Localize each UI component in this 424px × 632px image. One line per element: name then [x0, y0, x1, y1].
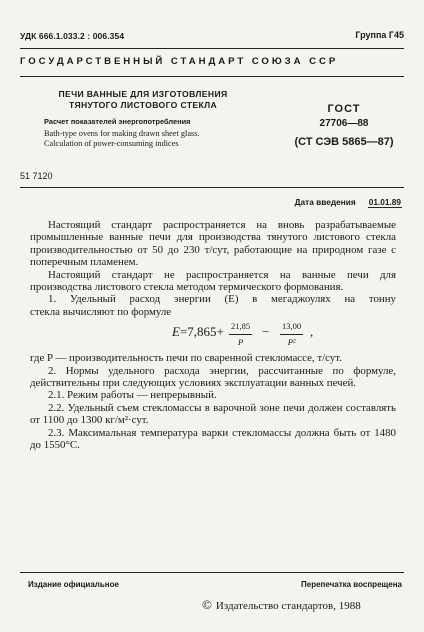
paragraph-clause-1: 1. Удельный расход энергии (E) в мегаджоулях на тонну [48, 293, 396, 306]
fraction-2-denominator: P² [287, 336, 296, 347]
official-edition-note: Издание официальное [28, 580, 119, 589]
paragraph-clause-1-cont: стекла вычисляют по формуле [30, 305, 172, 318]
paragraph-clause-2-1: 2.1. Режим работы — непрерывный. [48, 389, 217, 402]
publisher-name: Издательство стандартов, 1988 [215, 600, 361, 612]
formula-eq: =7,865+ [179, 324, 224, 340]
st-sev-number: (СТ СЭВ 5865—87) [294, 136, 394, 148]
introduction-date-value: 01.01.89 [368, 197, 401, 207]
formula-tail: , [310, 324, 314, 340]
gost-label: ГОСТ [327, 103, 361, 115]
footer-rule [20, 572, 404, 573]
document-subtitle: Расчет показателей энергопотребления [44, 117, 191, 126]
paragraph-scope: Настоящий стандарт распространяется на вновь разрабатываемые промышленные ванные печи для производства тянутого листового стекла производительностью от 50 до 230 т/сут, работающие на природном газе с поперечным пламенем. [30, 219, 396, 269]
introduction-date-label: Дата введения [294, 197, 356, 207]
english-title: Bath-type ovens for making drawn sheet glass. Calculation of power-consuming indices [44, 129, 200, 148]
paragraph-clause-2-2: 2.2. Удельный съем стекломассы в варочной зоне печи должен составлять от 1100 до 1300 кг/м²·сут. [30, 401, 396, 427]
fraction-2-numerator: 13,00 [280, 320, 303, 334]
udk-code: УДК 666.1.033.2 : 006.354 [20, 31, 125, 41]
okp-code: 51 7120 [20, 171, 53, 181]
paragraph-exclusion: Настоящий стандарт не распространяется на ванные печи для производства листового стекла методом термического формования. [30, 268, 396, 294]
paragraph-clause-2: 2. Нормы удельного расхода энергии, рассчитанные по формуле, действительны при следующих условиях эксплуатации ванных печей. [30, 364, 396, 390]
copyright-icon: © [202, 597, 212, 612]
standard-body [30, 219, 396, 452]
fraction-1-numerator: 21,85 [229, 320, 252, 334]
formula-fraction-2 [280, 320, 303, 348]
reprint-prohibited-note: Перепечатка воспрещена [301, 580, 402, 589]
formula-fraction-1 [229, 320, 252, 348]
formula-lhs: E=7,865+ [172, 324, 224, 340]
top-rule [20, 48, 404, 49]
document-title: ПЕЧИ ВАННЫЕ ДЛЯ ИЗГОТОВЛЕНИЯ ТЯНУТОГО ЛИСТОВОГО СТЕКЛА [58, 89, 228, 110]
title-block [38, 89, 248, 148]
gost-block [288, 103, 400, 148]
paragraph-where: где P — производительность печи по сваренной стекломассе, т/сут. [30, 352, 342, 365]
introduction-date [295, 197, 402, 207]
state-standard-heading: ГОСУДАРСТВЕННЫЙ СТАНДАРТ СОЮЗА ССР [20, 56, 339, 67]
fraction-1-denominator: P [237, 336, 244, 347]
group-code: Группа Г45 [355, 30, 404, 40]
energy-formula [30, 318, 396, 352]
gost-number: 27706—88 [319, 118, 369, 129]
okp-rule [20, 187, 404, 188]
paragraph-clause-2-3: 2.3. Максимальная температура варки стекломассы должна быть от 1480 до 1550°С. [30, 426, 396, 452]
copyright-line [202, 597, 361, 613]
formula-minus: − [262, 324, 270, 340]
heading-rule [20, 76, 404, 77]
